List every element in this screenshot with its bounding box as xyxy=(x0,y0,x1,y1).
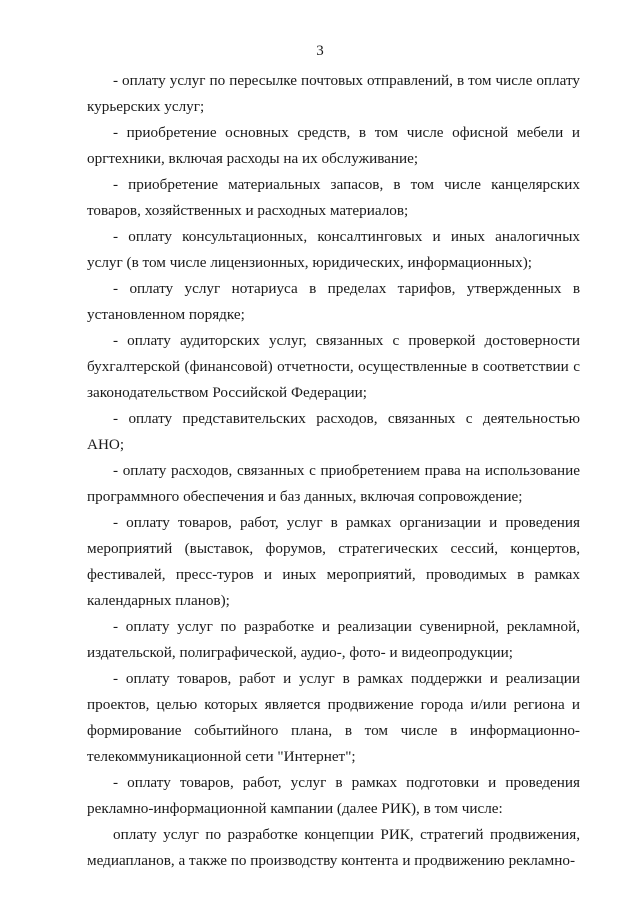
paragraph-representation-expenses: - оплату представительских расходов, связанных с деятельностью АНО; xyxy=(87,410,580,453)
paragraph-audit-services: - оплату аудиторских услуг, связанных с проверкой достоверности бухгалтерской (финансовой) отчетности, осуществленные в соответствии с законодательством Российской Федерации; xyxy=(87,332,580,401)
paragraph-rik-concept: оплату услуг по разработке концепции РИК, стратегий продвижения, медиапланов, а также по производству контента и продвижению рекламно- xyxy=(87,826,580,869)
paragraph-ad-campaign: - оплату товаров, работ, услуг в рамках подготовки и проведения рекламно-информационной кампании (далее РИК), в том числе: xyxy=(87,774,580,817)
paragraph-city-promotion: - оплату товаров, работ и услуг в рамках поддержки и реализации проектов, целью которых является продвижение города и/или региона и формирование событийного плана, в том числе в информационно-телекоммуникационной сети "Интернет"; xyxy=(87,670,580,765)
paragraph-fixed-assets: - приобретение основных средств, в том числе офисной мебели и оргтехники, включая расходы на их обслуживание; xyxy=(87,124,580,167)
paragraph-material-stocks: - приобретение материальных запасов, в том числе канцелярских товаров, хозяйственных и расходных материалов; xyxy=(87,176,580,219)
paragraph-events: - оплату товаров, работ, услуг в рамках организации и проведения мероприятий (выставок, форумов, стратегических сессий, концертов, фестивалей, пресс-туров и иных мероприятий, проводимых в рамках календарных планов); xyxy=(87,514,580,609)
paragraph-consulting-services: - оплату консультационных, консалтинговых и иных аналогичных услуг (в том числе лицензионных, юридических, информационных); xyxy=(87,228,580,271)
paragraph-postal-services: - оплату услуг по пересылке почтовых отправлений, в том числе оплату курьерских услуг; xyxy=(87,72,580,115)
paragraph-notary-services: - оплату услуг нотариуса в пределах тарифов, утвержденных в установленном порядке; xyxy=(87,280,580,323)
paragraph-software-rights: - оплату расходов, связанных с приобретением права на использование программного обеспечения и баз данных, включая сопровождение; xyxy=(87,462,580,505)
document-body xyxy=(87,68,580,874)
paragraph-souvenir-production: - оплату услуг по разработке и реализации сувенирной, рекламной, издательской, полиграфической, аудио-, фото- и видеопродукции; xyxy=(87,618,580,661)
page-number: 3 xyxy=(316,43,324,59)
